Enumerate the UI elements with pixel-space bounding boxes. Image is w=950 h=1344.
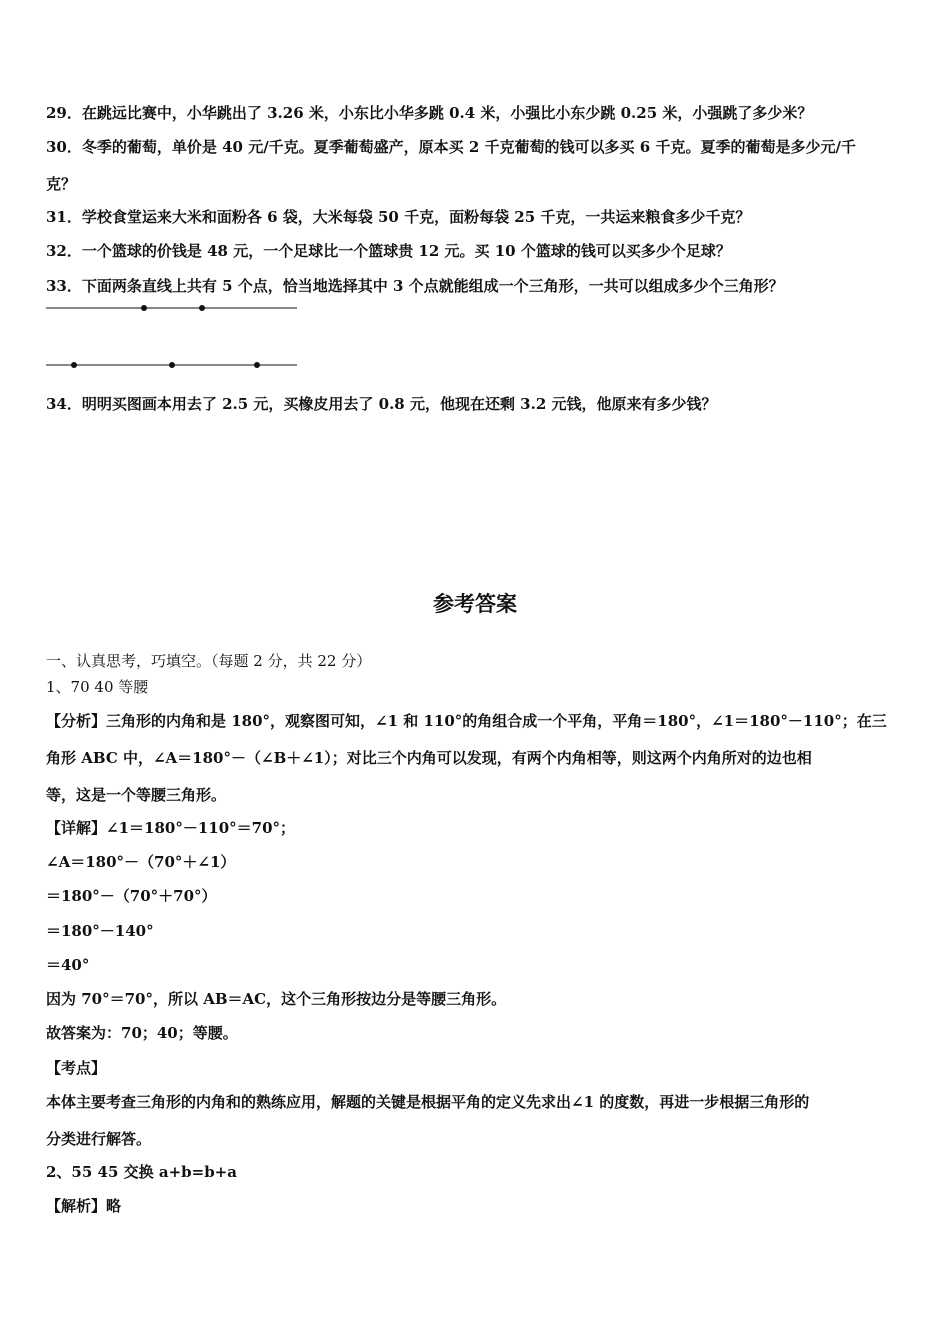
question-30-line-1: 30．冬季的葡萄，单价是 40 元/千克。夏季葡萄盛产，原本买 2 千克葡萄的钱可以多买 6 千克。夏季的葡萄是多少元/千 (46, 138, 856, 156)
answer-1-detail-2: ∠A＝180°－（70°＋∠1） (46, 853, 236, 871)
answer-1-detail-3: ＝180°－（70°＋70°） (46, 887, 217, 905)
upper-point-2 (199, 305, 205, 311)
answer-1-analysis-2: 角形 ABC 中，∠A＝180°－（∠B＋∠1）；对比三个内角可以发现，有两个内角相等，则这两个内角所对的边也相 (46, 749, 812, 767)
question-32: 32．一个篮球的价钱是 48 元，一个足球比一个篮球贵 12 元。买 10 个篮球的钱可以买多少个足球？ (46, 242, 731, 260)
answer-2-analysis: 【解析】略 (46, 1197, 122, 1215)
answer-1-analysis-1: 【分析】三角形的内角和是 180°，观察图可知，∠1 和 110°的角组合成一个平角，平角＝180°，∠1＝180°－110°；在三 (46, 712, 887, 730)
answer-2-head: 2、55 45 交换 a+b=b+a (46, 1163, 237, 1181)
question-31: 31．学校食堂运来大米和面粉各 6 袋，大米每袋 50 千克，面粉每袋 25 千克，一共运来粮食多少千克？ (46, 208, 751, 226)
answer-1-kaodian-2: 分类进行解答。 (46, 1130, 152, 1148)
question-30-line-2: 克？ (46, 175, 77, 193)
answer-1-analysis-3: 等，这是一个等腰三角形。 (46, 786, 227, 804)
answer-1-detail-4: ＝180°－140° (46, 922, 154, 940)
answer-1-detail-6: 因为 70°＝70°，所以 AB＝AC，这个三角形按边分是等腰三角形。 (46, 990, 507, 1008)
answer-1-detail-7: 故答案为：70；40；等腰。 (46, 1024, 238, 1042)
lower-point-3 (254, 362, 260, 368)
question-33: 33．下面两条直线上共有 5 个点，恰当地选择其中 3 个点就能组成一个三角形，一共可以组成多少个三角形？ (46, 277, 784, 295)
question-29: 29．在跳远比赛中，小华跳出了 3.26 米，小东比小华多跳 0.4 米，小强比小东少跳 0.25 米，小强跳了多少米？ (46, 104, 813, 122)
lower-point-1 (71, 362, 77, 368)
answer-1-detail-5: ＝40° (46, 956, 90, 974)
two-lines-figure (0, 0, 950, 400)
answer-1-kaodian-1: 本体主要考查三角形的内角和的熟练应用，解题的关键是根据平角的定义先求出∠1 的度数，再进一步根据三角形的 (46, 1093, 810, 1111)
answer-1-kaodian-label: 【考点】 (46, 1059, 107, 1077)
section-1-heading: 一、认真思考，巧填空。（每题 2 分，共 22 分） (46, 652, 372, 670)
lower-point-2 (169, 362, 175, 368)
answer-1-head: 1、70 40 等腰 (46, 678, 149, 696)
answers-title: 参考答案 (433, 592, 517, 616)
upper-point-1 (141, 305, 147, 311)
question-34: 34．明明买图画本用去了 2.5 元，买橡皮用去了 0.8 元，他现在还剩 3.2 元钱，他原来有多少钱？ (46, 395, 717, 413)
answer-1-detail-1: 【详解】∠1＝180°－110°＝70°； (46, 819, 296, 837)
